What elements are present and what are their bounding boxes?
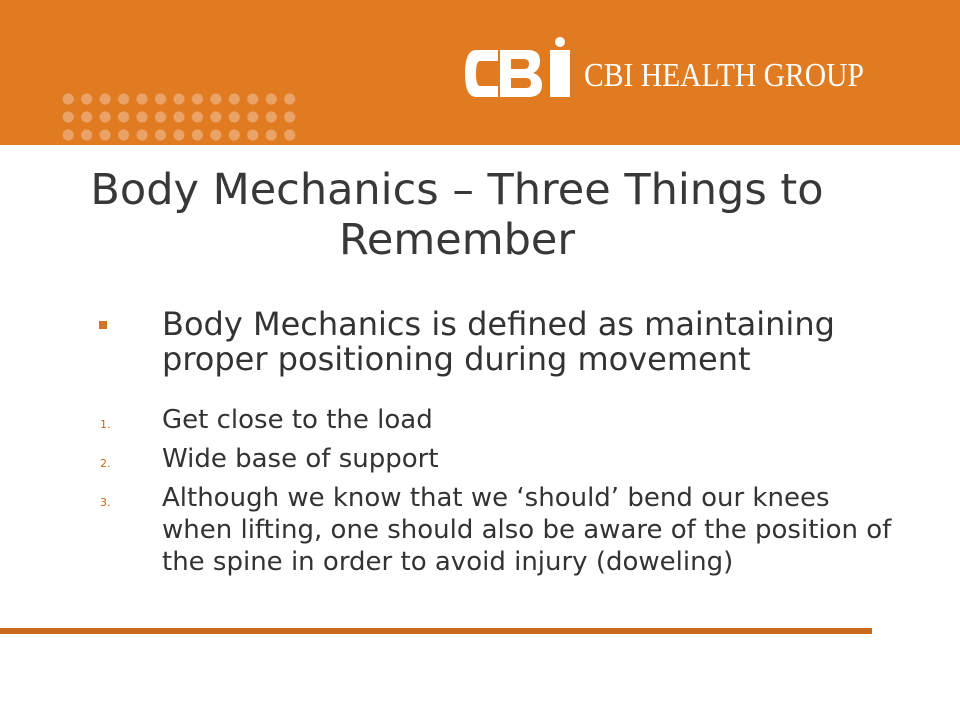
numbered-list (0, 404, 900, 585)
bullet-text: Body Mechanics is defined as maintaining proper positioning during movement (162, 305, 835, 378)
bottom-divider (0, 628, 872, 634)
dot-grid-decoration (59, 90, 299, 144)
bullet-item (0, 307, 900, 377)
list-item-text: Wide base of support (162, 444, 439, 474)
square-bullet-icon (99, 321, 107, 329)
list-item (0, 482, 900, 578)
list-item (0, 404, 900, 436)
slide-title: Body Mechanics – Three Things to Remember (90, 165, 824, 265)
cbi-logo-mark (462, 36, 574, 98)
list-item-text: Get close to the load (162, 405, 433, 435)
list-item-text: Although we know that we ‘should’ bend our knees when lifting, one should also be aware of the position of the spine in order to avoid injury (doweling) (162, 483, 892, 577)
logo-letter-c (465, 50, 498, 97)
brand-name: CBI HEALTH GROUP (584, 57, 864, 94)
list-number: 3. (100, 496, 111, 509)
list-number: 2. (100, 457, 111, 470)
list-item (0, 443, 900, 475)
logo-letter-b (500, 50, 542, 97)
logo-letter-i (550, 50, 570, 97)
header-band (0, 0, 960, 145)
list-number: 1. (100, 418, 111, 431)
logo-i-dot (555, 37, 565, 47)
